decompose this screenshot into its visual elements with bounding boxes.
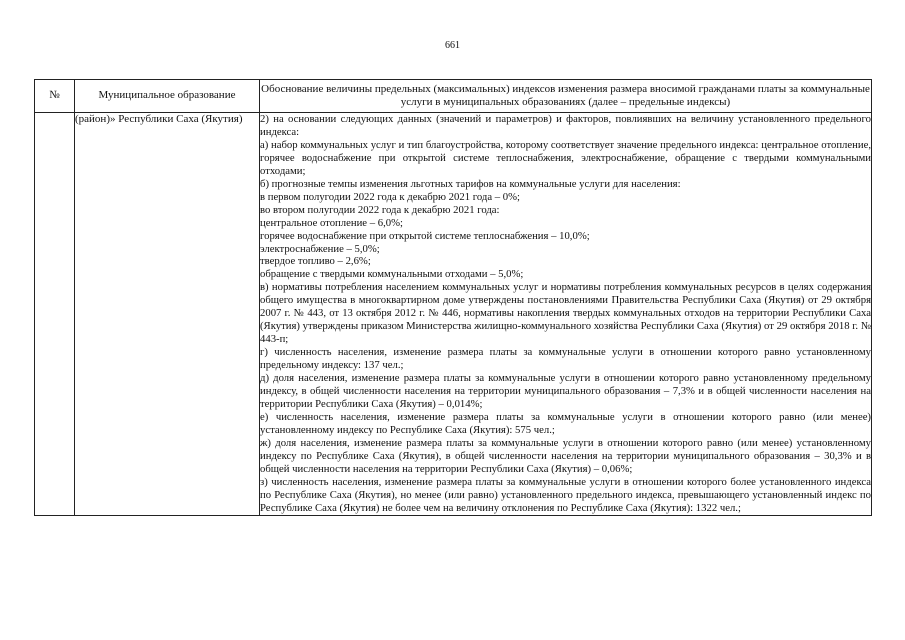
paragraph-b: б) прогнозные темпы изменения льготных тарифов на коммунальные услуги для населения: <box>260 177 681 190</box>
table-row <box>35 113 872 516</box>
header-justification: Обоснование величины предельных (максимальных) индексов изменения размера вносимой гражданами платы за коммунальные услуги в муниципальных образованиях (далее – предельные индексы) <box>260 80 872 113</box>
paragraph-v: в) нормативы потребления населением коммунальных услуг и нормативы потребления коммунальных ресурсов в целях содержания общего имущества в многоквартирном доме утверждены постановлениями Правительства Республики Саха (Якутия) от 29 октября 2007 г. № 443, от 13 октября 2012 г. № 446, нормативы накопления твердых коммунальных отходов на территории Республики Саха (Якутия) утверждены приказом Министерства жилищно-коммунального хозяйства Республики Саха (Якутия) от 29 октября 2018 г. № 443-п; <box>260 281 871 346</box>
justification-cell <box>260 113 872 516</box>
paragraph-z: з) численность населения, изменение размера платы за коммунальные услуги в отношении которого более установленного индекса по Республике Саха (Якутия), но менее (или равно) установленного предельного индекса, превышающего установленный индекс по Республике Саха (Якутия) не более чем на величину отклонения по Республике Саха (Якутия): 1322 чел.; <box>260 475 871 514</box>
paragraph-a: а) набор коммунальных услуг и тип благоустройства, которому соответствует значение предельного индекса: центральное отопление, горячее водоснабжение при открытой системе теплоснабжения, электроснабжение, обращение с твердыми коммунальными отходами; <box>260 138 871 177</box>
header-municipality: Муниципальное образование <box>75 80 260 113</box>
justification-table <box>34 79 872 516</box>
paragraph-b-h2: во втором полугодии 2022 года к декабрю 2021 года: <box>260 203 500 216</box>
header-number: № <box>35 80 75 113</box>
paragraph-b-hot-water: горячее водоснабжение при открытой системе теплоснабжения – 10,0%; <box>260 229 590 242</box>
paragraph-b-heating: центральное отопление – 6,0%; <box>260 216 403 229</box>
paragraph-b-electricity: электроснабжение – 5,0%; <box>260 242 380 255</box>
paragraph-d: д) доля населения, изменение размера платы за коммунальные услуги в отношении которого равно установленному предельному индексу, в общей численности населения на территории муниципального образования – 7,3% и в общей численности населения на территории Республики Саха (Якутия) – 0,014%; <box>260 372 871 410</box>
paragraph-b-waste: обращение с твердыми коммунальными отходами – 5,0%; <box>260 268 524 281</box>
paragraph-b-solid-fuel: твердое топливо – 2,6%; <box>260 255 371 268</box>
paragraph-zh: ж) доля населения, изменение размера платы за коммунальные услуги в отношении которого равно (или менее) установленному индексу по Республике Саха (Якутия), в общей численности населения на территории муниципального образования – 30,3% и в общей численности населения на территории Республики Саха (Якутия) – 0,06%; <box>260 436 871 475</box>
paragraph-intro: 2) на основании следующих данных (значений и параметров) и факторов, повлиявших на величину установленного предельного индекса: <box>260 113 871 138</box>
paragraph-g: г) численность населения, изменение размера платы за коммунальные услуги в отношении которого равно установленному предельному индексу: 137 чел.; <box>260 346 871 372</box>
table-header-row <box>35 80 872 113</box>
paragraph-b-h1: в первом полугодии 2022 года к декабрю 2021 года – 0%; <box>260 190 520 203</box>
row-number-cell <box>35 113 75 516</box>
page-number: 661 <box>445 40 460 51</box>
paragraph-e: е) численность населения, изменение размера платы за коммунальные услуги в отношении которого равно (или менее) установленному индексу по Республике Саха (Якутия): 575 чел.; <box>260 410 871 436</box>
municipality-cell: (район)» Республики Саха (Якутия) <box>75 113 260 516</box>
